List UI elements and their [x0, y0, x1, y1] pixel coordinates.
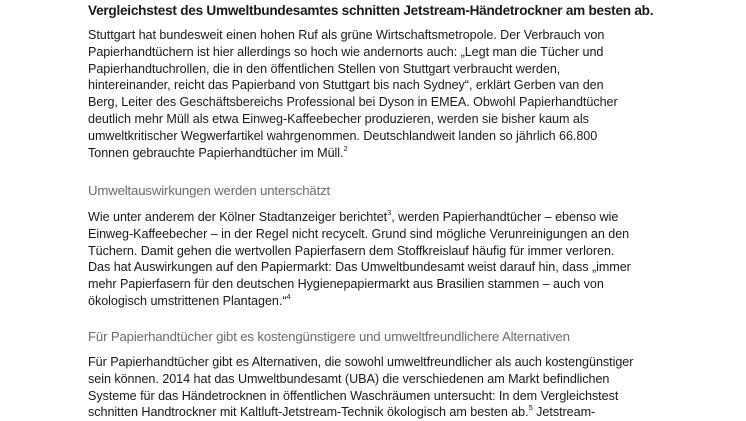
text-line: Tonnen gebrauchte Papierhandtücher im Müll.$^2$: [88, 143, 348, 160]
text-line: Für Papierhandtücher gibt es Alternativen, die sowohl umweltfreundlicher als auch kostengünstiger: [88, 355, 634, 369]
text-line: hintereinander, reicht das Papierband von Stuttgart bis nach Sydney“, erklärt Gerben van den: [88, 78, 604, 93]
lead-line: Vergleichstest des Umweltbundesamtes schnitten Jetstream-Händetrockner am besten ab.: [88, 3, 654, 18]
text-line: umweltkritischer Wegwerfartikel wahrgenommen. Deutschlandweit landen so jährlich 66.800: [88, 128, 598, 143]
footnote-4: 4: [286, 291, 291, 301]
text-line: deutlich mehr Müll als etwa Einweg-Kaffeebecher produzieren, werden sie bisher kaum als: [88, 111, 589, 126]
text-line: Berg, Leiter des Geschäftsbereichs Professional bei Dyson in EMEA. Obwohl Papierhandtücher: [88, 95, 618, 110]
text-line: schnitten Handtrockner mit Kaltluft-Jetstream-Technik ökologisch am besten ab.$^5$ Jetstream-: [88, 403, 596, 420]
text-line: Wie unter anderem der Kölner Stadtanzeiger berichtet$^3$, werden Papierhandtücher – ebenso wie: [88, 208, 619, 224]
text-line: Stuttgart hat bundesweit einen hohen Ruf als grüne Wirtschaftsmetropole. Der Verbrauch von: [88, 28, 605, 42]
text-line: sein können. 2014 hat das Umweltbundesamt (UBA) die verschiedenen am Markt befindlichen: [88, 371, 610, 386]
paragraph-recycling: [88, 209, 668, 310]
section-heading-alternativen: Für Papierhandtücher gibt es kostengünstigere und umweltfreundlichere Alternativen: [88, 329, 570, 344]
text-line: ökologisch umstrittenen Plantagen.“$^4$: [88, 291, 291, 308]
text-line: Tüchern. Damit gehen die wertvollen Papierfasern dem Stoffkreislauf häufig für immer verloren.: [88, 243, 615, 258]
text-line: Einweg-Kaffeebecher – in der Regel nicht recycelt. Grund sind mögliche Verunreinigungen an den: [88, 226, 630, 241]
footnote-3: 3: [387, 208, 392, 217]
paragraph-alternativen: [88, 354, 668, 421]
section-heading-umweltauswirkungen: Umweltauswirkungen werden unterschätzt: [88, 183, 331, 198]
footnote-5: 5: [528, 403, 533, 413]
text-line: mehr Papierfasern für den deutschen Hygienepapiermarkt aus Brasilien stammen – auch von: [88, 277, 604, 292]
text-line: Papierhandtüchern ist hier allerdings so hoch wie andernorts auch: „Legt man die Tücher und: [88, 44, 604, 59]
text-line: Papierhandtuchrollen, die in den öffentlichen Stellen von Stuttgart verbraucht werden,: [88, 61, 561, 76]
paragraph-stuttgart: [88, 27, 668, 161]
footnote-2: 2: [343, 143, 348, 153]
text-line: Das hat Auswirkungen auf den Papiermarkt: Das Umweltbundesamt weist darauf hin, dass „immer: [88, 260, 631, 275]
text-line: Systeme für das Händetrocknen in öffentlichen Waschräumen untersucht: In dem Vergleichstest: [88, 388, 619, 403]
